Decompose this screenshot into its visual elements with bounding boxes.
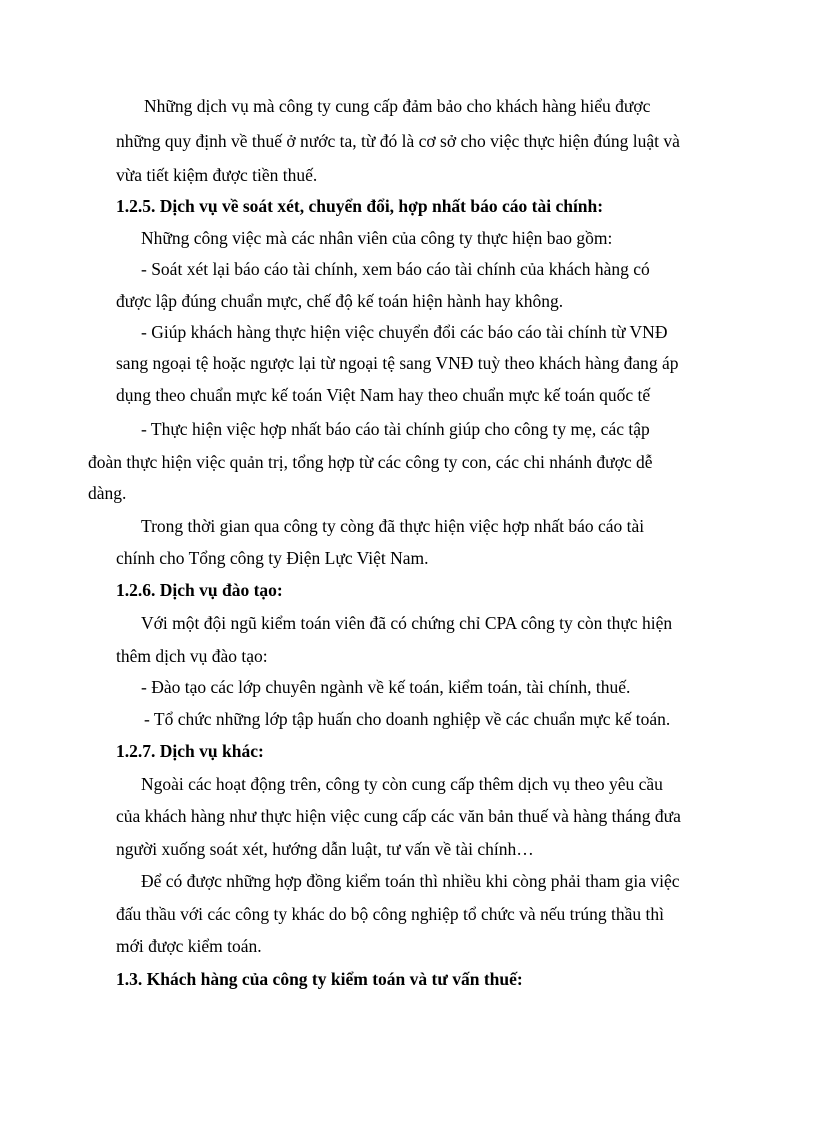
list-item-line: dụng theo chuẩn mực kế toán Việt Nam hay theo chuẩn mực kế toán quốc tế (116, 385, 651, 405)
paragraph-line: Trong thời gian qua công ty còng đã thực hiện việc hợp nhất báo cáo tài (141, 516, 645, 536)
paragraph-line: thêm dịch vụ đào tạo: (116, 646, 268, 666)
paragraph-line: người xuống soát xét, hướng dẫn luật, tư vấn về tài chính… (116, 839, 534, 859)
section-heading-1-2-5: 1.2.5. Dịch vụ về soát xét, chuyển đổi, hợp nhất báo cáo tài chính: (116, 196, 604, 216)
paragraph-line: Với một đội ngũ kiểm toán viên đã có chứng chỉ CPA công ty còn thực hiện (141, 613, 673, 633)
list-item-line: - Giúp khách hàng thực hiện việc chuyển đổi các báo cáo tài chính từ VNĐ (141, 322, 668, 342)
paragraph-line: của khách hàng như thực hiện việc cung cấp các văn bản thuế và hàng tháng đưa (116, 806, 681, 826)
paragraph-line: Ngoài các hoạt động trên, công ty còn cung cấp thêm dịch vụ theo yêu cầu (141, 774, 663, 794)
list-item-line: - Soát xét lại báo cáo tài chính, xem báo cáo tài chính của khách hàng có (141, 259, 650, 279)
paragraph-line: những quy định về thuế ở nước ta, từ đó là cơ sở cho việc thực hiện đúng luật và (116, 131, 680, 151)
list-item-line: - Đào tạo các lớp chuyên ngành về kế toán, kiểm toán, tài chính, thuế. (141, 677, 631, 697)
list-item-line: sang ngoại tệ hoặc ngược lại từ ngoại tệ sang VNĐ tuỳ theo khách hàng đang áp (116, 353, 679, 373)
paragraph-line: mới được kiểm toán. (116, 936, 262, 956)
paragraph-line: vừa tiết kiệm được tiền thuế. (116, 165, 318, 185)
list-item-line: được lập đúng chuẩn mực, chế độ kế toán hiện hành hay không. (116, 291, 564, 311)
paragraph-line: Những dịch vụ mà công ty cung cấp đảm bảo cho khách hàng hiểu được (144, 96, 651, 116)
list-item-line: dàng. (88, 483, 127, 503)
paragraph-line: Những công việc mà các nhân viên của công ty thực hiện bao gồm: (141, 228, 613, 248)
paragraph-line: đấu thầu với các công ty khác do bộ công nghiệp tổ chức và nếu trúng thầu thì (116, 904, 664, 924)
paragraph-line: Để có được những hợp đồng kiểm toán thì nhiều khi còng phải tham gia việc (141, 871, 680, 891)
section-heading-1-2-6: 1.2.6. Dịch vụ đào tạo: (116, 580, 283, 600)
paragraph-line: chính cho Tổng công ty Điện Lực Việt Nam. (116, 548, 429, 568)
list-item-line: đoàn thực hiện việc quản trị, tổng hợp từ các công ty con, các chi nhánh được dễ (88, 452, 653, 472)
list-item-line: - Tổ chức những lớp tập huấn cho doanh nghiệp về các chuẩn mực kế toán. (144, 709, 671, 729)
list-item-line: - Thực hiện việc hợp nhất báo cáo tài chính giúp cho công ty mẹ, các tập (141, 419, 650, 439)
section-heading-1-3: 1.3. Khách hàng của công ty kiểm toán và tư vấn thuế: (116, 969, 523, 989)
section-heading-1-2-7: 1.2.7. Dịch vụ khác: (116, 741, 264, 761)
